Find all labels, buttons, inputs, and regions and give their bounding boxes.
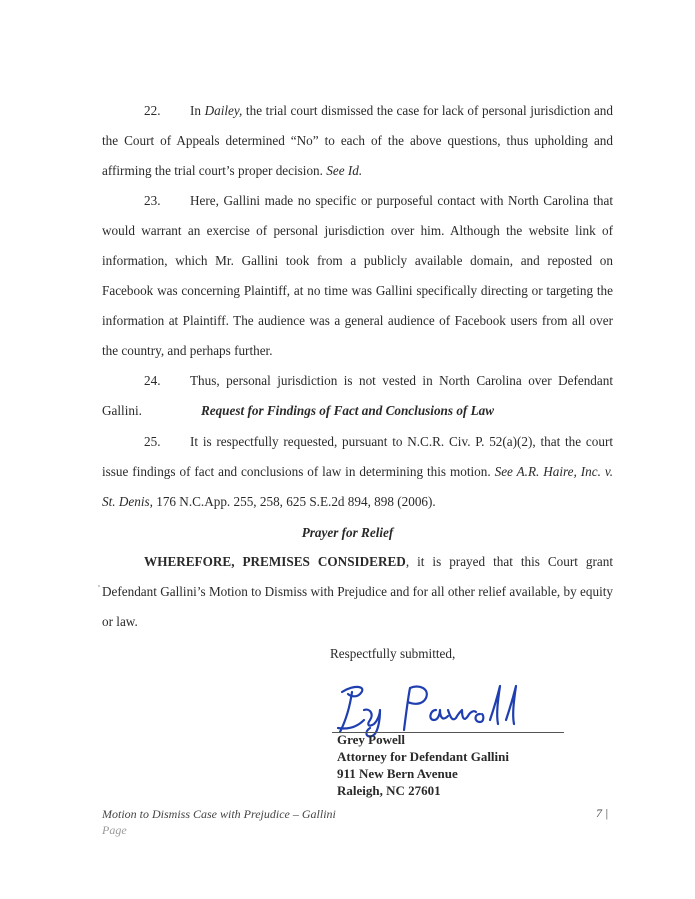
attorney-title: Attorney for Defendant Gallini xyxy=(337,749,509,764)
paragraph-text: Thus, personal jurisdiction is not vested in North Carolina over Defendant Gallini. xyxy=(102,373,613,418)
paragraph-23 xyxy=(102,186,613,366)
prayer-paragraph xyxy=(102,547,613,637)
closing-line: Respectfully submitted, xyxy=(330,646,456,661)
footer xyxy=(102,806,336,838)
paragraph-text: It is respectfully requested, pursuant to N.C.R. Civ. P. 52(a)(2), that the court issue findings of fact and conclusions of law in determining this motion. xyxy=(102,434,613,479)
page-number: 7 | xyxy=(596,806,609,820)
paragraph-22 xyxy=(102,96,613,186)
paragraph-text: , it is prayed that this Court grant Defendant Gallini’s Motion to Dismiss with Prejudice and for all other relief available, by equity or law. xyxy=(102,554,614,629)
paragraph-text: the trial court dismissed the case for lack of personal jurisdiction and the Court of Appeals determined “No” to each of the above questions, thus upholding and affirming the trial court’s proper decision. xyxy=(102,103,613,178)
address-line-2: Raleigh, NC 27601 xyxy=(337,783,441,798)
citation: See A.R. Haire, Inc. v. St. Denis, xyxy=(102,464,613,509)
footer-page-label: Page xyxy=(102,823,127,837)
address-line-1: 911 New Bern Avenue xyxy=(337,766,458,781)
section-heading-prayer: Prayer for Relief xyxy=(301,525,394,540)
paragraph-text: In xyxy=(190,103,205,118)
paragraph-number: 23. xyxy=(144,193,161,208)
citation: See Id. xyxy=(326,163,363,178)
signature-block xyxy=(337,731,509,799)
paragraph-number: 22. xyxy=(144,103,161,118)
paragraph-text: Here, Gallini made no specific or purposeful contact with North Carolina that would warrant an exercise of personal jurisdiction over him. Although the website link of information, which Mr. Gallini took from a publicly available domain, and reposted on Facebook was concerning Plaintiff, at no time was Gallini specifically directing or targeting the information at Plaintiff. The audience was a general audience of Facebook users from all over the country, and perhaps further. xyxy=(102,193,613,358)
scan-mark xyxy=(98,585,100,587)
paragraph-number: 24. xyxy=(144,373,161,388)
paragraph-25 xyxy=(102,427,613,517)
section-heading-findings: Request for Findings of Fact and Conclusions of Law xyxy=(200,403,495,418)
paragraph-text: 176 N.C.App. 255, 258, 625 S.E.2d 894, 898 (2006). xyxy=(152,494,436,509)
footer-document-title: Motion to Dismiss Case with Prejudice – Gallini xyxy=(102,807,336,821)
attorney-name: Grey Powell xyxy=(337,732,405,747)
handwritten-signature xyxy=(334,680,524,738)
prayer-lead: WHEREFORE, PREMISES CONSIDERED xyxy=(144,554,406,569)
paragraph-number: 25. xyxy=(144,434,161,449)
case-name: Dailey, xyxy=(204,103,243,118)
